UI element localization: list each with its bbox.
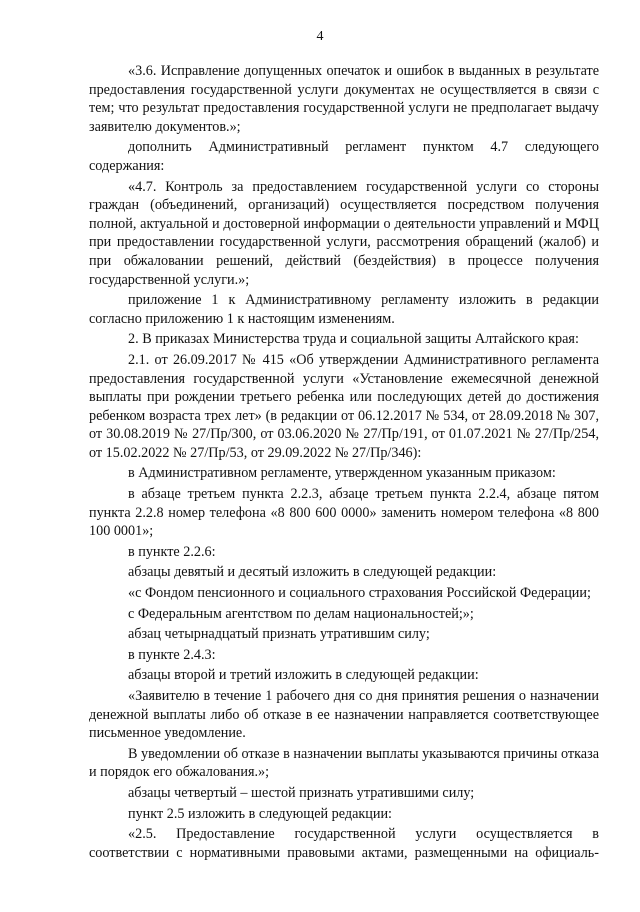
paragraph: пункт 2.5 изложить в следующей редакции: xyxy=(128,805,392,822)
paragraph: в абзаце третьем пункта 2.2.3, абзаце третьем пункта 2.2.4, абзаце пятом пункта 2.2.8 номер телефона «8 800 600 0000» заменить номером телефона «8 800 100 0001»; xyxy=(89,486,599,540)
paragraph: «2.5. Предоставление государственной услуги осуществляется в соответствии с нормативными правовыми актами, размещенными на официаль- xyxy=(89,826,599,861)
paragraph: абзацы второй и третий изложить в следующей редакции: xyxy=(128,667,479,684)
paragraph: «Заявителю в течение 1 рабочего дня со дня принятия решения о назначении денежной выплаты либо об отказе в ее назначении направляется соответствующее письменное уведомление. xyxy=(89,688,599,742)
paragraph: 2. В приказах Министерства труда и социальной защиты Алтайского края: xyxy=(128,331,579,348)
paragraph: «4.7. Контроль за предоставлением государственной услуги со стороны граждан (объединений, организаций) осуществляется посредством получения полной, актуальной и достоверной информации о деятельности управлений и МФЦ при предоставлении государственной услуги, рассмотрения обращений (жалоб) и при обжаловании решений, действий (бездействия) в процессе получения государственной услуги.»; xyxy=(89,178,599,288)
paragraph: в пункте 2.4.3: xyxy=(128,646,216,663)
paragraph: В уведомлении об отказе в назначении выплаты указываются причины отказа и порядок его обжалования.»; xyxy=(89,745,599,781)
paragraph: в Административном регламенте, утвержденном указанным приказом: xyxy=(128,465,556,482)
paragraph: 2.1. от 26.09.2017 № 415 «Об утверждении Административного регламента предоставления государственной услуги «Установление ежемесячной денежной выплаты при рождении третьего ребенка или последующих детей до достижения ребенком возраста трех лет» (в редакции от 06.12.2017 № 534, от 28.09.2018 № 307, от 30.08.2019 № 27/Пр/300, от 03.06.2020 № 27/Пр/191, от 01.07.2021 № 27/Пр/254, от 15.02.2022 № 27/Пр/53, от 29.09.2022 № 27/Пр/346): xyxy=(89,351,599,461)
paragraph: дополнить Административный регламент пунктом 4.7 следующего содержания: xyxy=(89,139,599,174)
paragraph: абзацы девятый и десятый изложить в следующей редакции: xyxy=(128,564,497,581)
paragraph: «с Фондом пенсионного и социального страхования Российской Федерации; xyxy=(128,585,591,602)
paragraph: абзацы четвертый – шестой признать утратившими силу; xyxy=(128,784,475,801)
paragraph: абзац четырнадцатый признать утратившим силу; xyxy=(128,626,430,643)
paragraph: приложение 1 к Административному регламенту изложить в редакции согласно приложению 1 к настоящим изменениям. xyxy=(89,292,599,327)
paragraph: в пункте 2.2.6: xyxy=(128,543,216,560)
page-number: 4 xyxy=(316,29,324,44)
paragraph: с Федеральным агентством по делам национальностей;»; xyxy=(128,605,474,622)
document-body xyxy=(89,62,599,862)
paragraph: «3.6. Исправление допущенных опечаток и ошибок в выданных в результате предоставления государственной услуги документах не осуществляется в связи с тем; что результат предоставления государственной услуги не предполагает выдачу заявителю документов.»; xyxy=(89,63,599,135)
